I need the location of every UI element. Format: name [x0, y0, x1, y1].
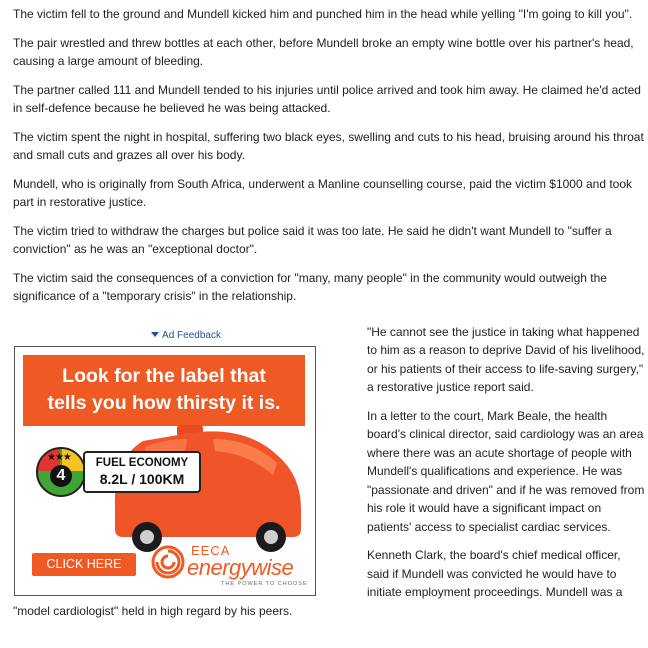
- fuel-economy-title: FUEL ECONOMY: [95, 456, 189, 469]
- energywise-logo-text: energywise: [187, 554, 294, 580]
- article-paragraph: The pair wrestled and threw bottles at each other, before Mundell broke an empty wine bottle over his partner's head, causing a large amount of bleeding.: [13, 35, 634, 68]
- star-rating-icon: ★★★: [47, 451, 71, 463]
- logo-tagline: THE POWER TO CHOOSE: [221, 580, 308, 587]
- ad-banner[interactable]: [14, 346, 316, 596]
- article-paragraph: The victim fell to the ground and Mundell kicked him and punched him in the head while yelling "I'm going to kill you".: [13, 7, 633, 21]
- article-paragraph: The partner called 111 and Mundell tended to his injuries until police arrived and took him away. He claimed he'd acted in self-defence because he believed he was being attacked.: [13, 82, 641, 115]
- fuel-economy-value: 8.2L / 100KM: [99, 470, 185, 487]
- click-here-button[interactable]: CLICK HERE: [32, 553, 136, 576]
- badge-rating-number: 4: [50, 465, 72, 487]
- article-paragraph: The victim said the consequences of a conviction for "many, many people" in the community would outweigh the significance of a "temporary crisis" in the relationship.: [13, 270, 607, 303]
- front-hubcap: [264, 530, 278, 544]
- ad-feedback-link[interactable]: [13, 330, 353, 342]
- fuel-economy-label: [83, 451, 201, 493]
- advertisement-block: [13, 330, 353, 596]
- article-paragraph: In a letter to the court, Mark Beale, the health board's clinical director, said cardiology was an area where there was an acute shortage of people with Mundell's qualifications and experience. He was "passionate and driven" and if he was removed from his role it would have a significant impact on patients' access to specialist cardiac services.: [367, 408, 645, 534]
- ad-headline-line-2: tells you how thirsty it is.: [47, 391, 281, 414]
- energy-rating-badge: [36, 447, 86, 497]
- rear-hubcap: [140, 530, 154, 544]
- article-paragraph: The victim spent the night in hospital, suffering two black eyes, swelling and cuts to his head, bruising around his throat and small cuts and grazes all over his body.: [13, 129, 644, 162]
- article-body: [0, 5, 645, 620]
- article-paragraph: Kenneth Clark, the board's chief medical officer, said if Mundell was convicted he would have to initiate employment proceedings. Mundell was a "model cardiologist" held in high regard by his peers.: [13, 548, 623, 618]
- article-paragraph: Mundell, who is originally from South Africa, underwent a Manline counselling course, paid the victim $1000 and took part in restorative justice.: [13, 176, 633, 209]
- eeca-logo-text: EECA: [191, 542, 231, 558]
- article-paragraph: The victim tried to withdraw the charges but police said it was too late. He said he didn't want Mundell to "suffer a conviction" as he was an "exceptional doctor".: [13, 223, 612, 256]
- ad-headline-line-1: Look for the label that: [62, 364, 266, 387]
- ad-feedback-label: Ad Feedback: [162, 329, 221, 341]
- triangle-down-icon: [151, 332, 159, 337]
- article-paragraph: "He cannot see the justice in taking what happened to him as a reason to deprive David of his livelihood, or his patients of their access to life-saving surgery," a restorative justice report said.: [367, 324, 645, 394]
- energywise-swirl-icon: [151, 545, 185, 579]
